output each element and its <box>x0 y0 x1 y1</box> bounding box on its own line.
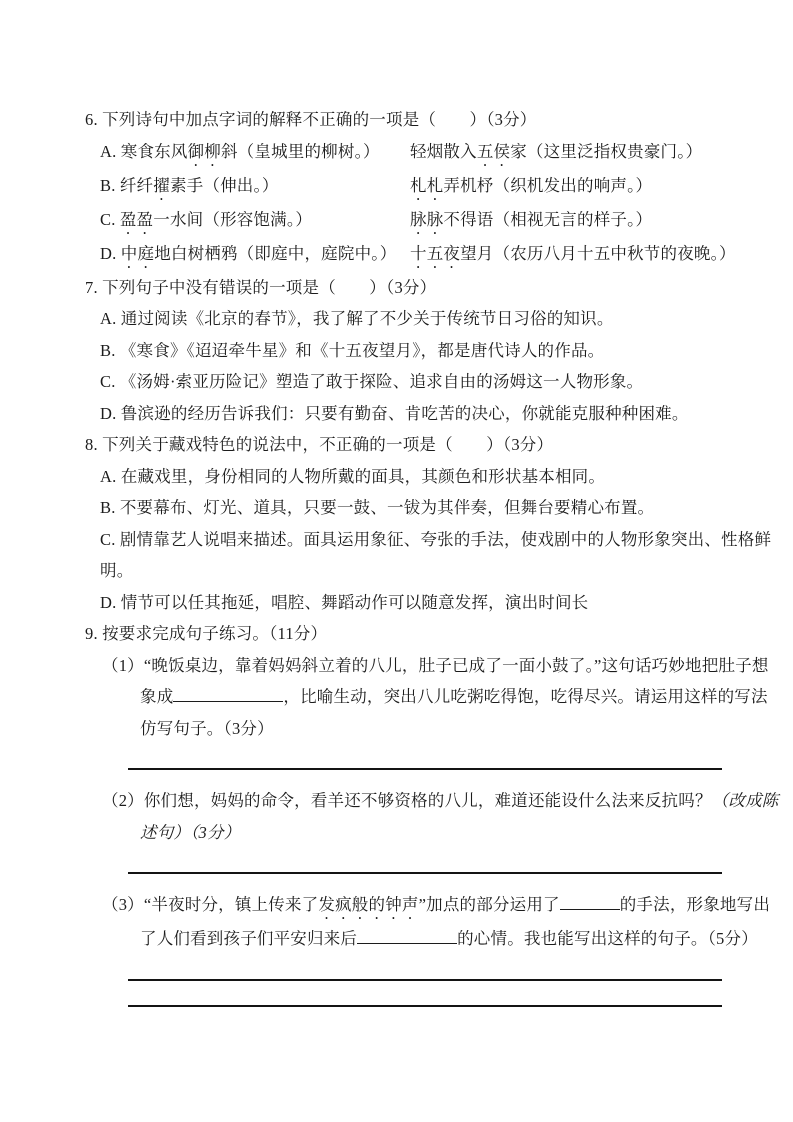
q8-option-a: A. 在藏戏里，身份相同的人物所戴的面具，其颜色和形状基本相同。 <box>100 466 606 486</box>
q6-option-a-left: A. 寒食东风御柳斜（皇城里的柳树。） <box>100 141 380 161</box>
q6-option-b <box>100 170 779 204</box>
q8-option-d: D. 情节可以任其拖延，唱腔、舞蹈动作可以随意发挥，演出时间长 <box>100 592 589 612</box>
answer-line-4 <box>128 1005 722 1007</box>
question-7 <box>85 272 779 430</box>
q9-sub-1: （1）“晚饭桌边，靠着妈妈斜立着的八儿，肚子已成了一面小鼓了。”这句话巧妙地把肚子想象成 ，比喻生动，突出八儿吃粥吃得饱，吃得尽兴。请运用这样的写法仿写句子。（3分） <box>102 655 769 738</box>
q6-option-a <box>100 136 779 170</box>
q6-option-c-right: 脉脉不得语（相视无言的样子。） <box>410 209 653 229</box>
q6-option-d-left: D. 中庭地白树栖鸦（即庭中，庭院中。） <box>100 243 397 263</box>
question-9 <box>85 618 779 1007</box>
q6-option-c <box>100 204 779 238</box>
q6-option-b-left: B. 纤纤擢素手（伸出。） <box>100 175 279 195</box>
question-8 <box>85 429 779 618</box>
q6-option-d-right: 十五夜望月（农历八月十五中秋节的夜晚。） <box>410 243 736 263</box>
q6-option-c-left: C. 盈盈一水间（形容饱满。） <box>100 209 313 229</box>
q7-option-c: C. 《汤姆·索亚历险记》塑造了敢于探险、追求自由的汤姆这一人物形象。 <box>100 372 644 391</box>
q7-option-b: B. 《寒食》《迢迢牵牛星》和《十五夜望月》，都是唐代诗人的作品。 <box>100 340 605 360</box>
q9-sub-3: （3）“半夜时分，镇上传来了发疯般的钟声”加点的部分运用了 的手法，形象地写出了人们看到孩子们平安归来后 的心情。我也能写出这样的句子。（5分） <box>102 895 771 948</box>
q8-option-b: B. 不要幕布、灯光、道具，只要一鼓、一钹为其伴奏，但舞台要精心布置。 <box>100 498 655 517</box>
question-7-options <box>85 303 779 429</box>
q8-option-c: C. 剧情靠艺人说唱来描述。面具运用象征、夸张的手法，使戏剧中的人物形象突出、性格鲜明。 <box>100 529 772 580</box>
question-7-title: 7. 下列句子中没有错误的一项是（ ）（3分） <box>85 277 437 297</box>
question-8-title: 8. 下列关于藏戏特色的说法中，不正确的一项是（ ）（3分） <box>85 435 554 454</box>
exam-document <box>85 104 779 1022</box>
q9-sub-2: （2）你们想，妈妈的命令，看羊还不够资格的八儿，难道还能设什么法来反抗吗？（改成陈述句）（3分） <box>102 791 779 842</box>
q7-option-a: A. 通过阅读《北京的春节》，我了解了不少关于传统节日习俗的知识。 <box>100 309 614 328</box>
question-6-options <box>85 136 779 272</box>
q6-option-d <box>100 238 779 272</box>
question-8-options <box>85 461 779 619</box>
q6-option-b-right: 札札弄机杼（织机发出的响声。） <box>410 175 653 195</box>
answer-blank <box>357 928 457 945</box>
answer-line-3 <box>128 979 722 981</box>
question-6 <box>85 104 779 272</box>
question-9-title: 9. 按要求完成句子练习。（11分） <box>85 624 328 643</box>
answer-blank <box>173 686 283 703</box>
q7-option-d: D. 鲁滨逊的经历告诉我们：只要有勤奋、肯吃苦的决心，你就能克服种种困难。 <box>100 403 689 423</box>
answer-blank <box>560 894 620 911</box>
question-6-title: 6. 下列诗句中加点字词的解释不正确的一项是（ ）（3分） <box>85 110 537 129</box>
answer-line-1 <box>128 768 722 770</box>
q6-option-a-right: 轻烟散入五侯家（这里泛指权贵豪门。） <box>410 141 703 161</box>
answer-line-2 <box>128 872 722 874</box>
